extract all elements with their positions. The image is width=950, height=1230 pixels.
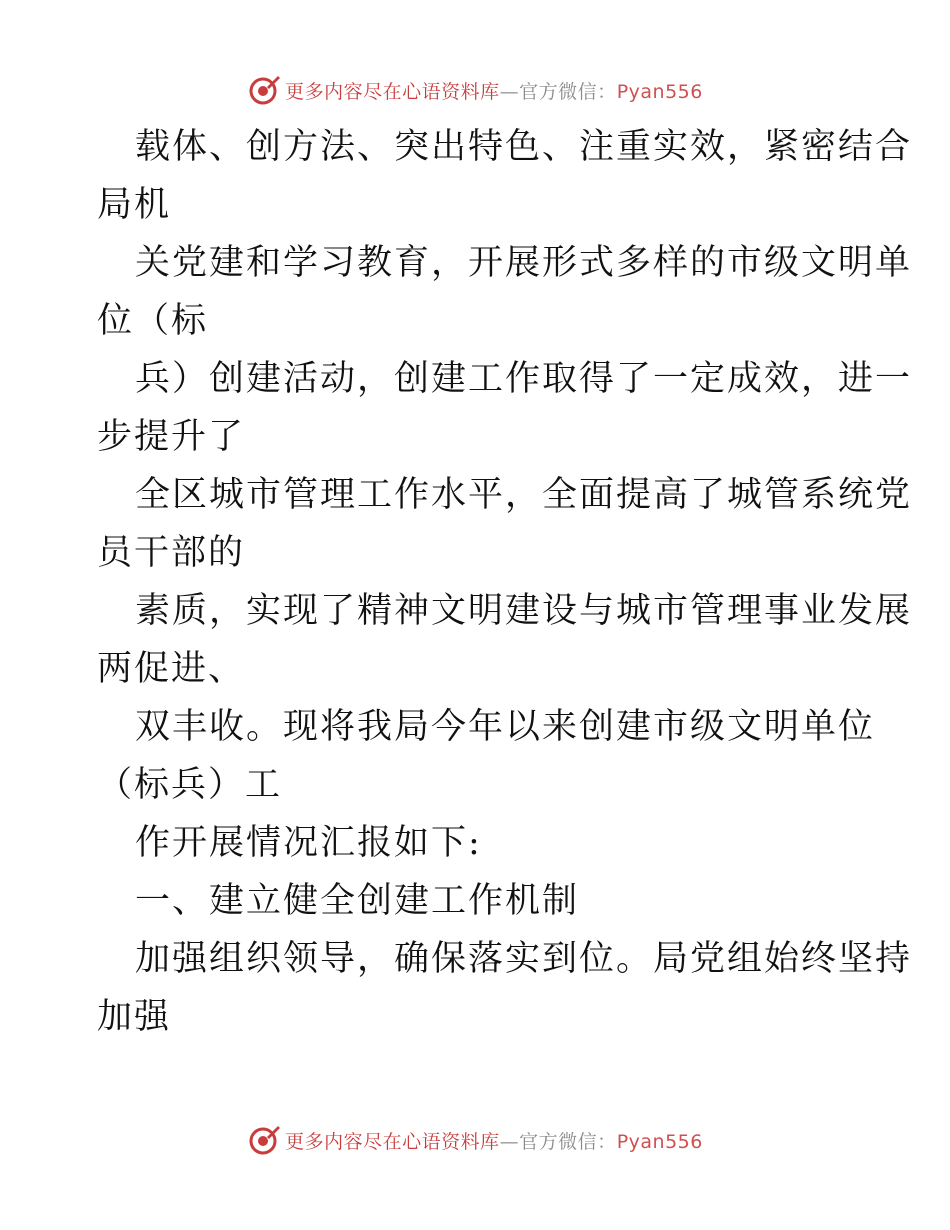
watermark-separator: — <box>499 80 520 103</box>
text-line: （标兵）工 <box>97 765 283 805</box>
text-line: 双丰收。现将我局今年以来创建市级文明单位 <box>135 707 876 747</box>
text-line: 全区城市管理工作水平，全面提高了城管系统党 <box>135 475 913 515</box>
text-line: 两促进、 <box>97 649 246 689</box>
header-watermark <box>0 70 950 110</box>
text-line: 载体、创方法、突出特色、注重实效，紧密结合 <box>135 127 913 167</box>
footer-watermark <box>0 1120 950 1160</box>
text-line: 素质，实现了精神文明建设与城市管理事业发展 <box>135 591 913 631</box>
watermark-brand: 更多内容尽在心语资料库 <box>285 80 500 103</box>
watermark-separator: — <box>499 1130 520 1153</box>
pen-logo-icon <box>247 73 281 107</box>
text-line: 加强 <box>97 997 172 1037</box>
watermark-text <box>285 77 703 104</box>
text-line: 加强组织领导，确保落实到位。局党组始终坚持 <box>135 939 913 979</box>
pen-logo-icon <box>247 1123 281 1157</box>
watermark-wechat-id: Pyan556 <box>616 1130 703 1153</box>
watermark-wechat-label: 官方微信： <box>519 1130 617 1153</box>
watermark-wechat-id: Pyan556 <box>616 80 703 103</box>
text-line: 关党建和学习教育，开展形式多样的市级文明单 <box>135 243 913 283</box>
text-line: 作开展情况汇报如下: <box>135 823 482 863</box>
watermark-brand: 更多内容尽在心语资料库 <box>285 1130 500 1153</box>
text-line: 位（标 <box>97 301 209 341</box>
text-line: 一、建立健全创建工作机制 <box>135 881 580 921</box>
text-line: 局机 <box>97 185 172 225</box>
watermark-text <box>285 1127 703 1154</box>
text-line: 员干部的 <box>97 533 246 573</box>
watermark-wechat-label: 官方微信： <box>519 80 617 103</box>
text-line: 兵）创建活动，创建工作取得了一定成效，进一 <box>135 359 913 399</box>
text-line: 步提升了 <box>97 417 246 457</box>
document-body <box>97 118 913 1046</box>
